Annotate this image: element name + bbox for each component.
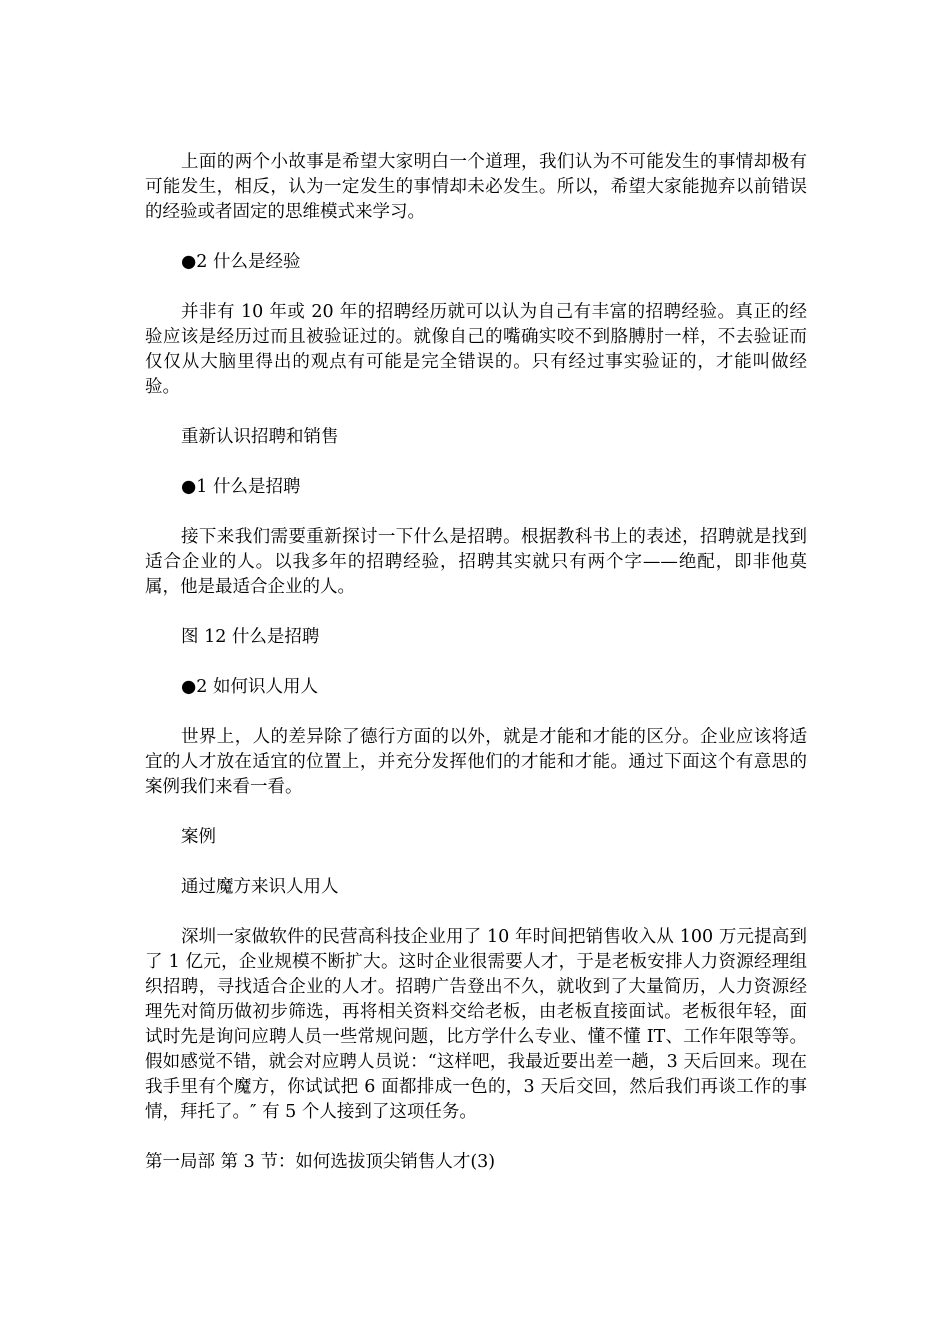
section-heading-experience: ●2 什么是经验 [181, 252, 301, 272]
case-title: 通过魔方来识人用人 [181, 877, 339, 897]
case-label: 案例 [181, 827, 216, 847]
paragraph-experience: 并非有 10 年或 20 年的招聘经历就可以认为自己有丰富的招聘经验。真正的经验应该是经历过而且被验证过的。就像自己的嘴确实咬不到胳膊肘一样，不去验证而仅仅从大脑里得出的观点有可能是完全错误的。只有经过事实验证的，才能叫做经验。 [145, 302, 807, 397]
paragraph-people: 世界上，人的差异除了德行方面的以外，就是才能和才能的区分。企业应该将适宜的人才放在适宜的位置上，并充分发挥他们的才能和才能。通过下面这个有意思的案例我们来看一看。 [145, 727, 807, 797]
document-body [145, 150, 807, 1175]
figure-caption: 图 12 什么是招聘 [181, 627, 320, 647]
section-heading-people: ●2 如何识人用人 [181, 677, 318, 697]
section-heading-recruit-sales: 重新认识招聘和销售 [181, 427, 339, 447]
paragraph-intro: 上面的两个小故事是希望大家明白一个道理，我们认为不可能发生的事情却极有可能发生，相反，认为一定发生的事情却未必发生。所以，希望大家能抛弃以前错误的经验或者固定的思维模式来学习。 [145, 152, 807, 222]
paragraph-recruiting: 接下来我们需要重新探讨一下什么是招聘。根据教科书上的表述，招聘就是找到适合企业的人。以我多年的招聘经验，招聘其实就只有两个字——绝配，即非他莫属，他是最适合企业的人。 [145, 527, 807, 597]
section-heading-what-is-recruiting: ●1 什么是招聘 [181, 477, 301, 497]
paragraph-case: 深圳一家做软件的民营高科技企业用了 10 年时间把销售收入从 100 万元提高到了 1 亿元，企业规模不断扩大。这时企业很需要人才，于是老板安排人力资源经理组织招聘，寻找适合企业的人才。招聘广告登出不久，就收到了大量简历，人力资源经理先对简历做初步筛选，再将相关资料交给老板，由老板直接面试。老板很年轻，面试时先是询问应聘人员一些常规问题，比方学什么专业、懂不懂 IT、工作年限等等。假如感觉不错，就会对应聘人员说：“这样吧，我最近要出差一趟，3 天后回来。现在我手里有个魔方，你试试把 6 面都排成一色的，3 天后交回，然后我们再谈工作的事情，拜托了。″ 有 5 个人接到了这项任务。 [145, 927, 807, 1122]
section-footer: 第一局部 第 3 节：如何选拔顶尖销售人才(3) [145, 1152, 496, 1172]
